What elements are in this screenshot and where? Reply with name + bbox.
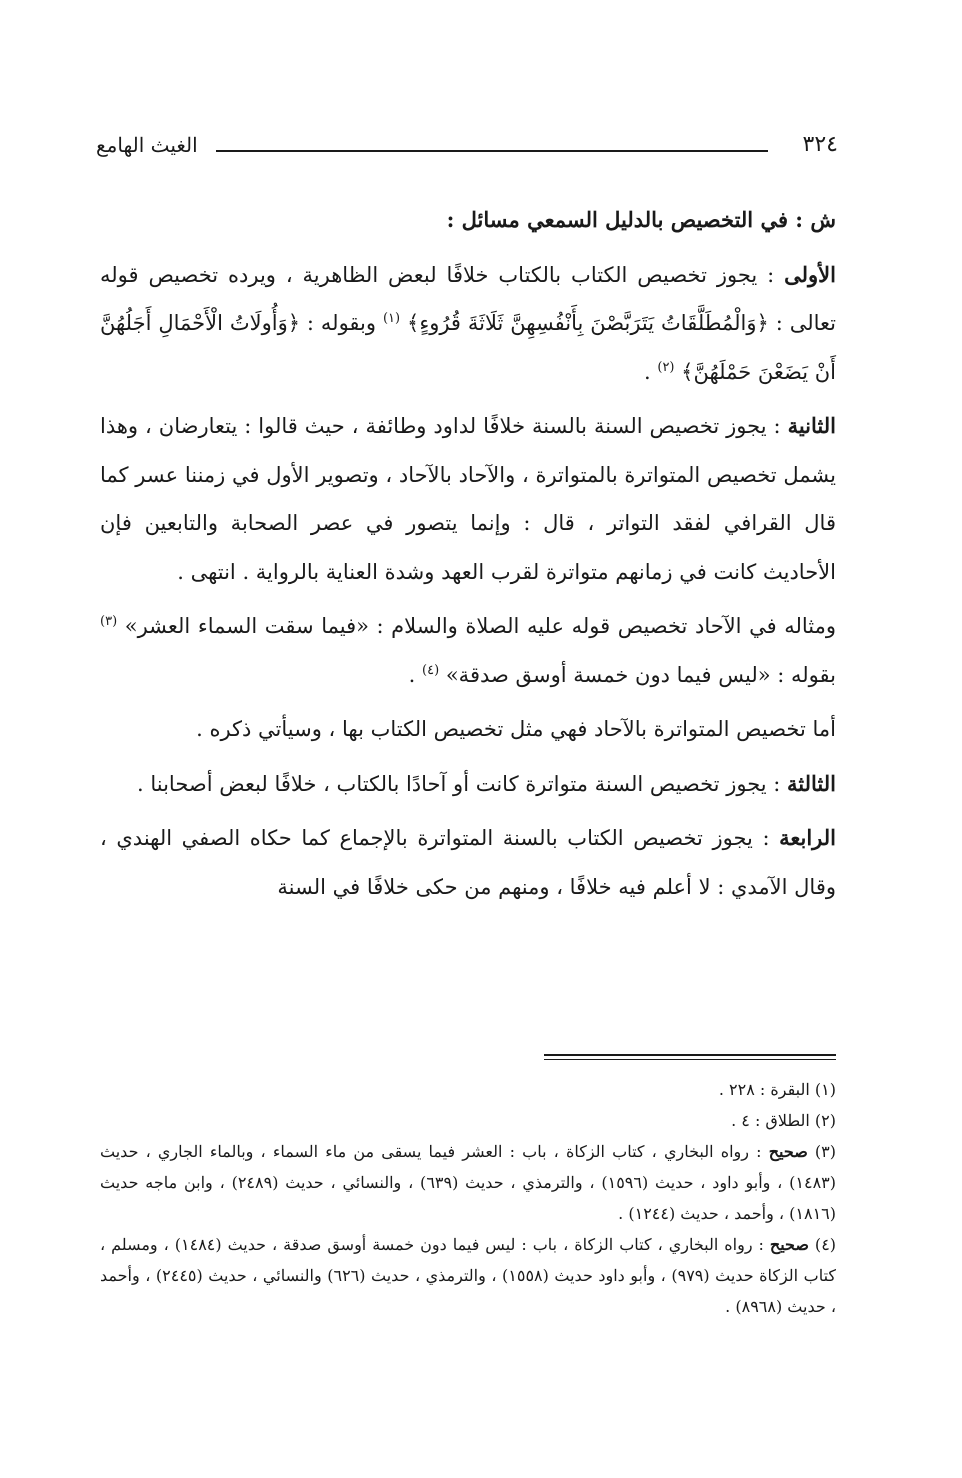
footnote-divider: [544, 1054, 836, 1056]
paragraph-second: [100, 402, 836, 596]
paragraph-first-text-2: وبقوله : ﴿وَأُولَاتُ الْأَحْمَالِ أَجَلُهُنَّ أَنْ يَضَعْنَ حَمْلَهُنَّ﴾: [100, 311, 836, 384]
footnote-4-number: (٤): [808, 1235, 837, 1254]
footnote-ref-1[interactable]: (١): [382, 311, 401, 326]
paragraph-example-end: .: [408, 662, 423, 687]
paragraph-first: [100, 251, 836, 397]
paragraph-first-end: .: [644, 359, 658, 384]
paragraph-fourth-label: الرابعة: [779, 825, 836, 850]
footnote-ref-2[interactable]: (٢): [657, 359, 675, 375]
paragraph-mutawatir: [100, 705, 836, 754]
footnote-2: (٢) الطلاق : ٤ .: [731, 1111, 836, 1130]
paragraph-example-text: ومثاله في الآحاد تخصيص قوله عليه الصلاة والسلام : «فيما سقت السماء العشر»: [117, 614, 836, 638]
footnote-4-text: : رواه البخاري ، كتاب الزكاة ، باب : ليس فيما دون خمسة أوسق صدقة ، حديث (١٤٨٤) ، ومسلم ، كتاب الزكاة حديث (٩٧٩) ، وأبو داود حديث (١٥٥٨) ، والترمذي ، حديث (٦٢٦) والنسائي ، حديث (٢٤٤٥) ، وأحمد ، حديث (٨٩٦٨) .: [100, 1235, 837, 1316]
paragraph-second-text: : يجوز تخصيص السنة بالسنة خلافًا لداود وطائفة ، حيث قالوا : يتعارضان ، وهذا يشمل تخصيص المتواترة بالمتواترة ، والآحاد بالآحاد ، وتصوير الأول في زمننا عسر كما قال القرافي لفقد التواتر ، قال : وإنما يتصور في عصر الصحابة والتابعين فإن الأحاديث كانت في زمانهم متواترة لقرب العهد وشدة العناية بالرواية . انتهى .: [100, 414, 836, 584]
running-title: الغيث الهامع: [96, 133, 198, 157]
footnote-3-number: (٣): [807, 1142, 837, 1161]
paragraph-example-text-2: بقوله : «ليس فيما دون خمسة أوسق صدقة»: [439, 662, 836, 687]
footnote-4-label: صحيح: [769, 1235, 809, 1254]
page-number: ٣٢٤: [802, 132, 838, 157]
paragraph-first-text: : يجوز تخصيص الكتاب بالكتاب خلافًا لبعض الظاهرية ، ويرده تخصيص قوله تعالى : ﴿وَالْمُطَلَّقَاتُ يَتَرَبَّصْنَ بِأَنْفُسِهِنَّ ثَلَاثَةَ قُرُوءٍ﴾: [100, 262, 836, 335]
footnote-ref-4[interactable]: (٤): [422, 662, 440, 678]
paragraph-third-text: : يجوز تخصيص السنة متواترة كانت أو آحادًا بالكتاب ، خلافًا لبعض أصحابنا .: [136, 771, 788, 796]
footnote-3-text: : رواه البخاري ، كتاب الزكاة ، باب : العشر فيما يسقى من ماء السماء ، وبالماء الجاري ، حديث (١٤٨٣) ، وأبو داود ، حديث (١٥٩٦) ، والترمذي ، حديث (٦٣٩) ، والنسائي ، حديث (٢٤٨٩) ، وابن ماجه حديث (١٨١٦) ، وأحمد ، حديث (١٢٤٤) .: [100, 1142, 837, 1223]
paragraph-second-label: الثانية: [787, 413, 836, 438]
intro-line: [100, 196, 836, 245]
paragraph-fourth: [100, 814, 836, 911]
header-rule: [216, 150, 768, 152]
paragraph-first-label: الأولى: [784, 261, 836, 287]
footnote-4: [100, 1229, 836, 1322]
footnote-1: (١) البقرة : ٢٢٨ .: [718, 1080, 836, 1099]
footnote-divider-thin: [544, 1059, 836, 1060]
paragraph-example: [100, 602, 836, 699]
footnote-ref-3[interactable]: (٣): [100, 614, 118, 629]
footnote-3: [100, 1136, 836, 1229]
paragraph-fourth-text: : يجوز تخصيص الكتاب بالسنة المتواترة بالإجماع كما حكاه الصفي الهندي ، وقال الآمدي : لا أعلم فيه خلافًا ، ومنهم من حكى خلافًا في السنة: [100, 826, 836, 899]
paragraph-mutawatir-text: أما تخصيص المتواترة بالآحاد فهي مثل تخصيص الكتاب بها ، وسيأتي ذكره .: [196, 717, 836, 741]
footnote-3-label: صحيح: [768, 1142, 808, 1161]
footnotes: [100, 1074, 836, 1322]
page-header: [96, 128, 838, 168]
main-text: [100, 196, 836, 917]
paragraph-third: [100, 760, 836, 809]
paragraph-third-label: الثالثة: [787, 770, 836, 796]
intro-heading: ش : في التخصيص بالدليل السمعي مسائل :: [446, 207, 836, 232]
